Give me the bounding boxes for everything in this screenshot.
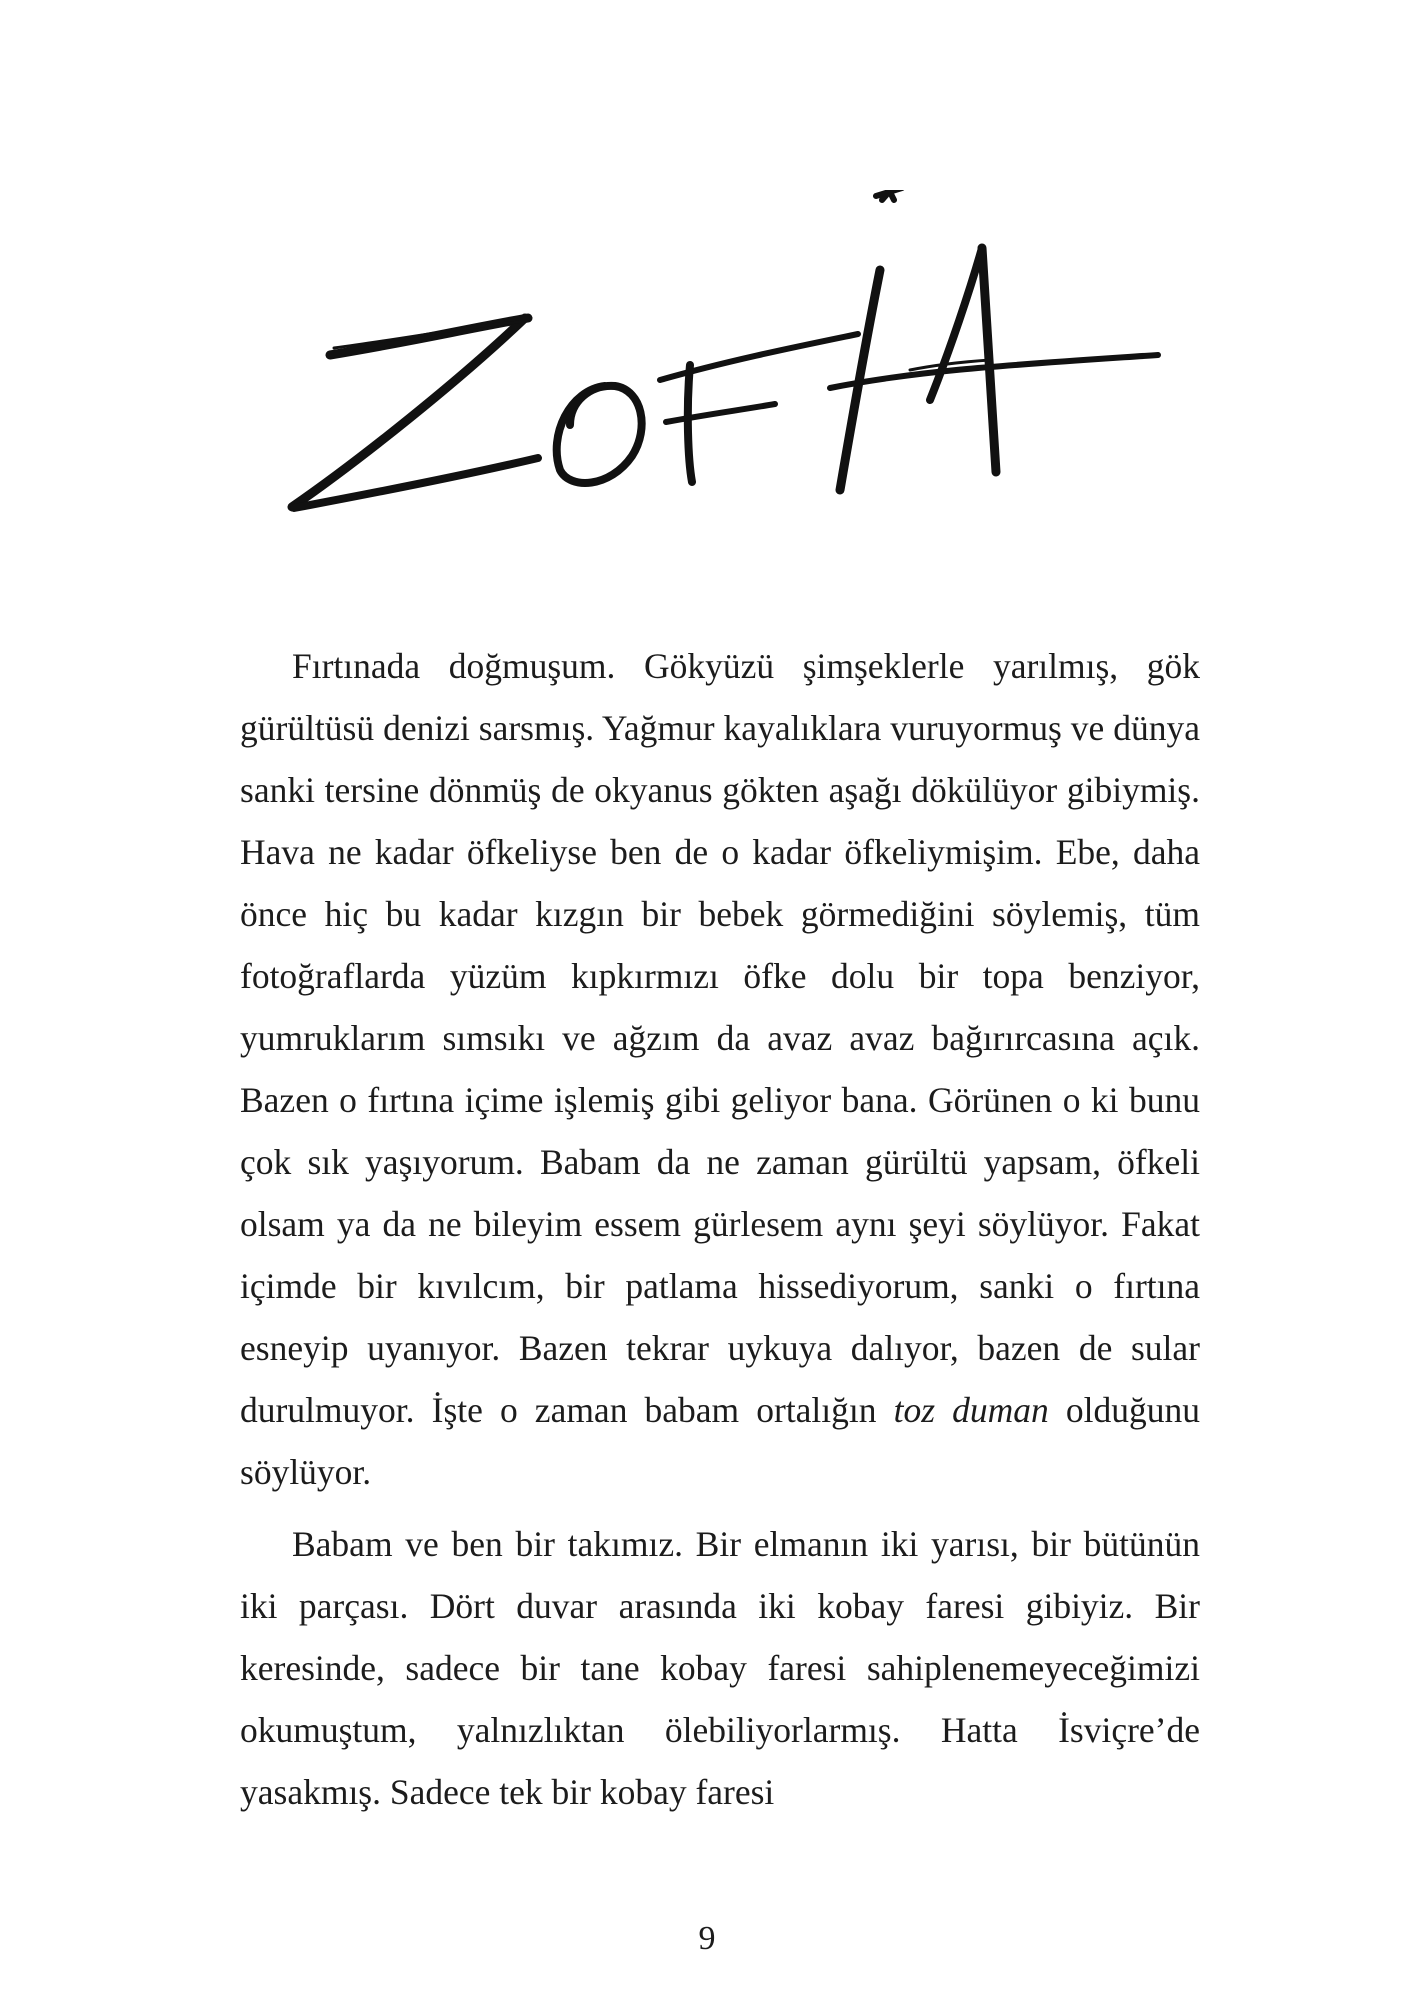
handwritten-title-art bbox=[270, 190, 1170, 530]
page-number: 9 bbox=[698, 1920, 716, 1957]
chapter-title bbox=[270, 190, 1170, 530]
paragraph-2-text: Babam ve ben bir takımız. Bir elmanın iki yarısı, bir bütünün iki parçası. Dört duvar arasında iki kobay faresi gibiyiz. Bir keresinde, sadece bir tane kobay faresi sahiplenemeyeceğimizi okumuştum, yalnızlıktan ölebiliyorlarmış. Hatta İsviçre’de yasakmış. Sadece tek bir kobay faresi bbox=[240, 1524, 1200, 1812]
paragraph-1-italic: toz duman bbox=[893, 1390, 1049, 1430]
paragraph-1 bbox=[240, 635, 1200, 1503]
paragraph-2 bbox=[240, 1513, 1200, 1823]
body-text bbox=[240, 635, 1200, 1823]
paragraph-1-tail: olduğunu söylüyor. bbox=[240, 1390, 1200, 1492]
paragraph-1-text: Fırtınada doğmuşum. Gökyüzü şimşeklerle yarılmış, gök gürültüsü denizi sarsmış. Yağmur kayalıklara vuruyormuş ve dünya sanki tersine dönmüş de okyanus gökten aşağı dökülüyor gibiymiş. Hava ne kadar öfkeliyse ben de o kadar öfkeliymişim. Ebe, daha önce hiç bu kadar kızgın bir bebek görmediğini söylemiş, tüm fotoğraflarda yüzüm kıpkırmızı öfke dolu bir topa benziyor, yumruklarım sımsıkı ve ağzım da avaz avaz bağırırcasına açık. Bazen o fırtına içime işlemiş gibi geliyor bana. Görünen o ki bunu çok sık yaşıyorum. Babam da ne zaman gürültü yapsam, öfkeli olsam ya da ne bileyim essem gürlesem aynı şeyi söylüyor. Fakat içimde bir kıvılcım, bir patlama hissediyorum, sanki o fırtına esneyip uyanıyor. Bazen tekrar uykuya dalıyor, bazen de sular durulmuyor. İşte o zaman babam ortalığın bbox=[240, 646, 1200, 1430]
